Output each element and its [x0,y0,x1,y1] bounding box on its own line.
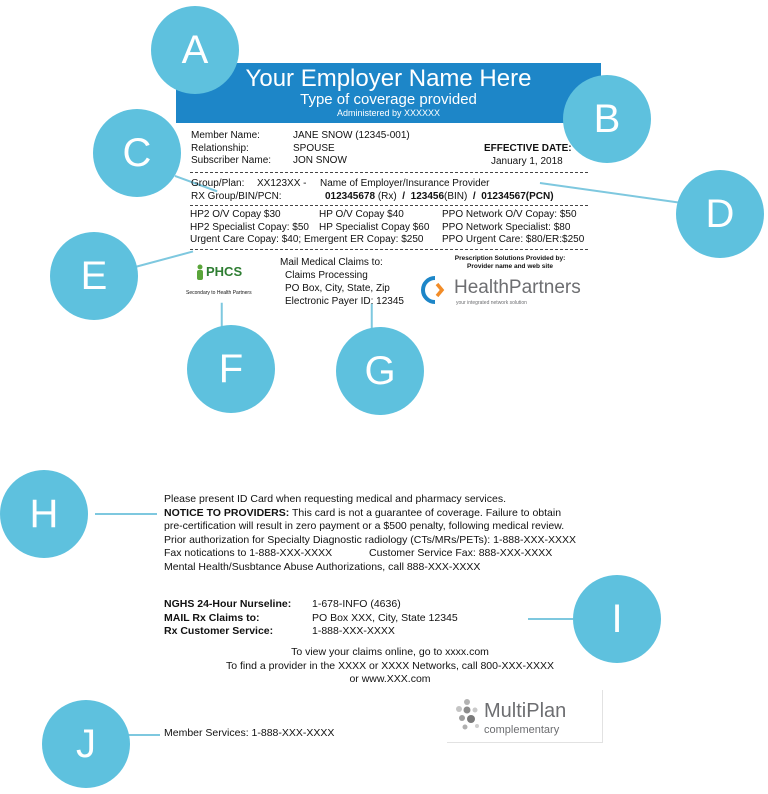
phcs-logo [186,262,266,302]
member-value: JON SNOW [293,155,347,166]
connector-h [95,513,157,515]
contact-value: 1-678-INFO (4636) [312,598,401,610]
rx-ids [325,191,554,204]
member-labels [191,130,271,168]
group-plan-row [191,178,244,191]
fax-right: Customer Service Fax: 888-XXX-XXXX [369,547,553,559]
divider-1 [190,172,588,173]
rx-solutions-line: Prescription Solutions Provided by: [454,255,566,262]
copay-item: HP Specialist Copay $60 [319,221,430,233]
hp-tagline: your integrated network solution [456,300,527,306]
rx-bin: 123456 [410,191,445,202]
employer-name: Your Employer Name Here [245,65,532,92]
multiplan-subtitle: complementary [484,724,560,736]
coverage-type: Type of coverage provided [300,91,477,108]
mail-heading: Mail Medical Claims to: [280,257,383,268]
callout-f: F [187,325,275,413]
notice-text: This card is not a guarantee of coverage. Failure to obtain [289,506,562,519]
group-value: XX123XX - [257,178,307,189]
mail-line: Claims Processing [285,270,368,281]
healthpartners-logo [420,274,595,308]
rx-group: 012345678 [325,191,376,202]
contact-row [164,598,458,612]
fax-line [164,547,576,561]
multiplan-logo [447,690,603,743]
effective-date: January 1, 2018 [491,156,563,167]
back-line: Mental Health/Susbtance Abuse Authorizations, call 888-XXX-XXXX [164,560,481,573]
contact-label: Rx Customer Service: [164,625,274,637]
hp-partners: Partners [508,277,581,298]
callout-g: G [336,327,424,415]
bin-tag: (BIN) [444,191,468,202]
contact-row [164,612,458,626]
member-value: JANE SNOW (12345-001) [293,130,410,141]
online-info [160,646,620,687]
contact-label: NGHS 24-Hour Nurseline: [164,598,292,610]
phcs-subtitle: Secondary to Health Partners [186,290,252,296]
employer-banner [176,63,601,123]
notice-line [164,507,576,521]
connector-d [540,182,679,203]
online-line: To find a provider in the XXXX or XXXX Networks, call 800-XXX-XXXX [226,659,554,672]
mail-claims [280,256,404,308]
group-name: Name of Employer/Insurance Provider [320,178,490,189]
callout-i: I [573,575,661,663]
copay-item: HP2 O/V Copay $30 [190,209,281,220]
mail-line: Electronic Payer ID: 12345 [285,296,404,307]
member-label: Subscriber Name: [191,155,272,166]
phcs-wordmark: PHCS [206,264,243,279]
copay-item: PPO Network O/V Copay: $50 [442,209,577,220]
contact-label: MAIL Rx Claims to: [164,611,260,624]
back-line: Please present ID Card when requesting medical and pharmacy services. [164,493,507,505]
copay-item: Urgent Care Copay: $40; Emergent ER Copay: $250 [190,234,424,245]
copay-col-3 [442,209,584,247]
contact-row [164,625,458,639]
rx-label: RX Group/BIN/PCN: [191,191,282,202]
callout-h: H [0,470,88,558]
rx-pcn: 01234567(PCN) [481,191,554,202]
online-line: or www.XXX.com [349,673,431,685]
copay-item: PPO Urgent Care: $80/ER:$250 [442,234,585,245]
callout-c: C [93,109,181,197]
fax-left: Fax notications to 1-888-XXX-XXXX [164,547,333,559]
back-line: Prior authorization for Specialty Diagnostic radiology (CTs/MRs/PETs): 1-888-XXX-XXXX [164,533,576,546]
callout-a: A [151,6,239,94]
divider-2 [190,205,588,206]
copay-item: HP2 Specialist Copay: $50 [190,221,309,233]
member-value: SPOUSE [293,142,335,154]
healthpartners-icon [420,275,450,305]
rx-solutions [440,255,580,271]
contact-value: PO Box XXX, City, State 12345 [312,611,458,624]
online-line: To view your claims online, go to xxxx.com [291,646,489,658]
contacts [164,598,458,639]
copay-item: PPO Network Specialist: $80 [442,221,571,233]
connector-i [528,618,573,620]
effective-date-label: EFFECTIVE DATE: [484,143,572,154]
callout-j: J [42,700,130,788]
connector-j [128,734,160,736]
slash: / [472,191,476,202]
member-services: Member Services: 1-888-XXX-XXXX [164,727,335,739]
rx-tag: (Rx) [377,191,397,202]
copay-col-2 [319,209,429,234]
administered-by: Administered by XXXXXX [336,108,441,118]
callout-b: B [563,75,651,163]
contact-value: 1-888-XXX-XXXX [312,625,395,637]
connector-e [135,250,193,267]
divider-3 [190,249,588,250]
group-label: Group/Plan: [191,178,245,189]
member-values [293,130,410,168]
phcs-icon [193,264,207,280]
hp-health: Health [454,277,509,298]
multiplan-wordmark: MultiPlan [484,700,567,722]
card-back-text [164,493,576,574]
callout-d: D [676,170,764,258]
mail-line: PO Box, City, State, Zip [285,283,390,294]
callout-e: E [50,232,138,320]
notice-label: NOTICE TO PROVIDERS: [164,506,290,519]
back-line: pre-certification will result in zero payment or a $500 penalty, following medical review. [164,520,565,532]
copay-item: HP O/V Copay $40 [319,209,404,220]
member-label: Member Name: [191,130,260,141]
multiplan-icon [453,698,483,732]
member-label: Relationship: [191,142,249,154]
rx-solutions-line: Provider name and web site [467,263,553,270]
slash: / [402,191,406,202]
